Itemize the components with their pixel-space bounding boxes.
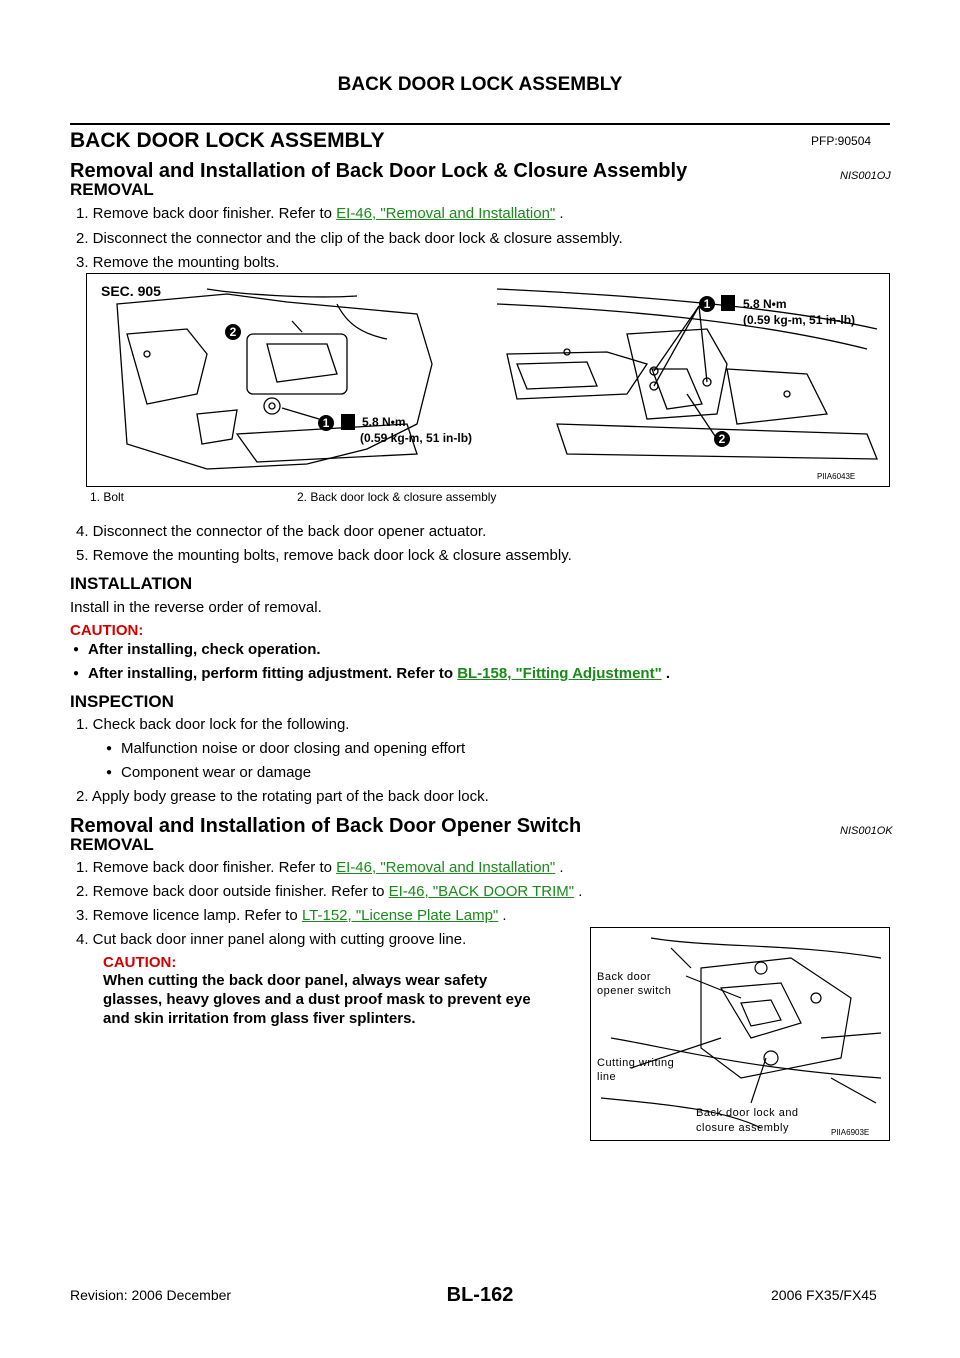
label-cutting-line-1: Cutting writing (597, 1057, 675, 1069)
torque-value-right: 5.8 N•m (743, 297, 787, 311)
switch-step-4: 4. Cut back door inner panel along with cutting groove line. (76, 931, 467, 948)
torque-conversion-left: (0.59 kg-m, 51 in-lb) (360, 431, 473, 445)
switch-step-1: 1. Remove back door finisher. Refer to EI-46, "Removal and Installation" . (76, 859, 564, 876)
switch-step-2: 2. Remove back door outside finisher. Refer to EI-46, "BACK DOOR TRIM" . (76, 883, 583, 900)
removal-step-3: 3. Remove the mounting bolts. (76, 254, 280, 271)
link-bl158-fitting[interactable]: BL-158, "Fitting Adjustment" (457, 665, 662, 682)
pfp-code: PFP:90504 (811, 134, 872, 148)
subsection-title-lock: Removal and Installation of Back Door Lock & Closure Assembly (70, 160, 688, 182)
label-lock-assembly-2: closure assembly (696, 1122, 789, 1134)
link-ei46-trim[interactable]: EI-46, "BACK DOOR TRIM" (388, 883, 575, 900)
link-ei46-removal-2[interactable]: EI-46, "Removal and Installation" (336, 859, 556, 876)
caution-line-3: and skin irritation from glass fiver splinters. (103, 1010, 416, 1027)
removal-step-1: 1. Remove back door finisher. Refer to EI-46, "Removal and Installation" . (76, 205, 564, 222)
page-number: BL-162 (446, 1284, 514, 1306)
label-cutting-line-2: line (597, 1071, 617, 1083)
figure-lock-assembly (86, 273, 890, 487)
link-lt152-lamp[interactable]: LT-152, "License Plate Lamp" (301, 907, 499, 924)
removal-step-4: 4. Disconnect the connector of the back door opener actuator. (76, 523, 487, 540)
inspection-heading: INSPECTION (70, 692, 174, 711)
installation-heading: INSTALLATION (70, 574, 193, 593)
torque-conversion-right: (0.59 kg-m, 51 in-lb) (743, 313, 856, 327)
figure-section-number: SEC. 905 (101, 283, 161, 299)
caution-item-check-operation: ● After installing, check operation. (88, 641, 321, 658)
installation-text: Install in the reverse order of removal. (70, 599, 322, 616)
subsection-code-switch: NIS001OK (840, 825, 893, 837)
caution-line-1: When cutting the back door panel, always wear safety (103, 972, 488, 989)
inspection-step-1: 1. Check back door lock for the following. (76, 716, 350, 733)
figure-code: PIIA6043E (817, 472, 856, 481)
header-rule (70, 123, 890, 125)
label-opener-switch-2: opener switch (597, 985, 672, 997)
section-title: BACK DOOR LOCK ASSEMBLY (70, 129, 385, 152)
revision-date: Revision: 2006 December (70, 1287, 232, 1303)
page-header-title: BACK DOOR LOCK ASSEMBLY (337, 74, 623, 95)
switch-step-3: 3. Remove licence lamp. Refer to LT-152, "License Plate Lamp" . (76, 907, 507, 924)
figure-opener-switch (590, 927, 890, 1141)
model-name: 2006 FX35/FX45 (771, 1287, 877, 1303)
removal-step-2: 2. Disconnect the connector and the clip of the back door lock & closure assembly. (76, 230, 623, 247)
callout-1-right-label: 1 (703, 297, 711, 311)
torque-wrench-icon (721, 295, 735, 311)
removal-heading: REMOVAL (70, 180, 154, 199)
figure-code-2: PIIA6903E (831, 1128, 870, 1137)
callout-1-left-label: 1 (322, 416, 330, 430)
removal-heading-2: REMOVAL (70, 835, 154, 854)
caution-title-1: CAUTION: (70, 622, 144, 639)
link-ei46-removal[interactable]: EI-46, "Removal and Installation" (336, 205, 556, 222)
removal-step-5: 5. Remove the mounting bolts, remove back door lock & closure assembly. (76, 547, 572, 564)
subsection-code-lock: NIS001OJ (840, 170, 891, 182)
label-opener-switch-1: Back door (597, 971, 652, 983)
label-lock-assembly-1: Back door lock and (696, 1107, 799, 1119)
torque-wrench-icon (341, 414, 355, 430)
figure-switch-drawing (591, 928, 889, 1140)
caution-title-2: CAUTION: (103, 954, 177, 971)
subsection-title-switch: Removal and Installation of Back Door Opener Switch (70, 815, 582, 837)
inspection-bullet-noise: ● Malfunction noise or door closing and opening effort (121, 740, 465, 757)
caution-item-fitting-adjustment: ● After installing, perform fitting adjustment. Refer to BL-158, "Fitting Adjustment" . (88, 665, 670, 682)
inspection-step-2: 2. Apply body grease to the rotating part of the back door lock. (76, 788, 489, 805)
inspection-bullet-wear: ● Component wear or damage (121, 764, 311, 781)
caution-line-2: glasses, heavy gloves and a dust proof mask to prevent eye (103, 991, 531, 1008)
legend-lock-assembly: 2. Back door lock & closure assembly (297, 490, 497, 504)
callout-2-right-label: 2 (718, 432, 726, 446)
torque-value-left: 5.8 N•m (362, 415, 406, 429)
callout-2-left-label: 2 (229, 325, 237, 339)
legend-bolt: 1. Bolt (90, 490, 125, 504)
figure-lock-drawing (87, 274, 889, 486)
